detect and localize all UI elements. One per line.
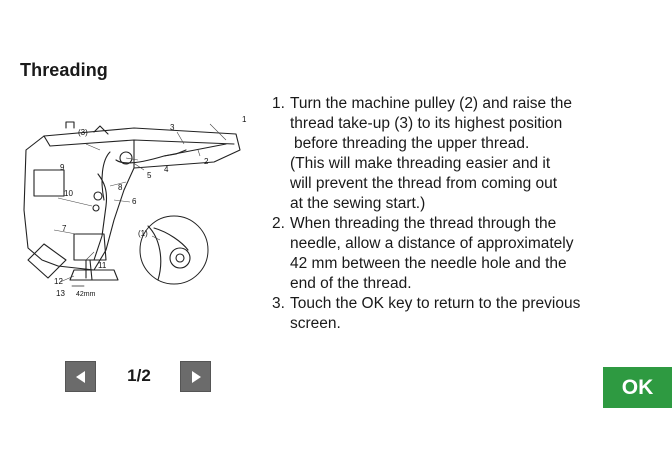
callout-6: 6 bbox=[132, 197, 137, 206]
step-text: needle, allow a distance of approximately bbox=[290, 235, 574, 252]
callout-1: 1 bbox=[242, 115, 247, 124]
step-text: (This will make threading easier and it bbox=[290, 155, 551, 172]
step-text: at the sewing start.) bbox=[290, 195, 426, 212]
callout-3-paren: (3) bbox=[78, 128, 88, 137]
threading-diagram bbox=[14, 110, 254, 310]
dialog-title: Threading bbox=[20, 60, 108, 80]
step-text: before threading the upper thread. bbox=[294, 135, 530, 152]
callout-10: 10 bbox=[64, 189, 73, 198]
callout-12: 12 bbox=[54, 277, 63, 286]
step-text: When threading the thread through the bbox=[290, 215, 557, 232]
triangle-right-icon bbox=[189, 370, 203, 384]
instruction-step-2 bbox=[272, 214, 644, 294]
callout-2: 2 bbox=[204, 157, 209, 166]
step-number: 1. bbox=[272, 95, 285, 112]
callout-3: 3 bbox=[170, 123, 175, 132]
callout-9: 9 bbox=[60, 163, 65, 172]
callout-1-paren: (1) bbox=[138, 229, 148, 238]
step-number: 3. bbox=[272, 295, 285, 312]
step-number: 2. bbox=[272, 215, 285, 232]
instruction-step-3 bbox=[272, 294, 644, 334]
ok-button[interactable]: OK bbox=[603, 367, 672, 408]
step-text: 42 mm between the needle hole and the bbox=[290, 255, 567, 272]
step-text: screen. bbox=[290, 315, 341, 332]
step-text: end of the thread. bbox=[290, 275, 412, 292]
step-text: will prevent the thread from coming out bbox=[290, 175, 558, 192]
step-text: Touch the OK key to return to the previous bbox=[290, 295, 581, 312]
step-text: thread take-up (3) to its highest position bbox=[290, 115, 563, 132]
step-text: Turn the machine pulley (2) and raise the bbox=[290, 95, 573, 112]
previous-page-button[interactable] bbox=[65, 361, 96, 392]
callout-8: 8 bbox=[118, 183, 123, 192]
instruction-step-1 bbox=[272, 94, 644, 214]
callout-13: 13 bbox=[56, 289, 65, 298]
callout-11: 11 bbox=[98, 261, 107, 270]
page-indicator: 1/2 bbox=[127, 366, 151, 385]
triangle-left-icon bbox=[74, 370, 88, 384]
callout-42mm: 42mm bbox=[76, 291, 96, 298]
callout-4: 4 bbox=[164, 165, 169, 174]
callout-7: 7 bbox=[62, 224, 67, 233]
instructions bbox=[272, 94, 644, 334]
next-page-button[interactable] bbox=[180, 361, 211, 392]
callout-5: 5 bbox=[147, 171, 152, 180]
